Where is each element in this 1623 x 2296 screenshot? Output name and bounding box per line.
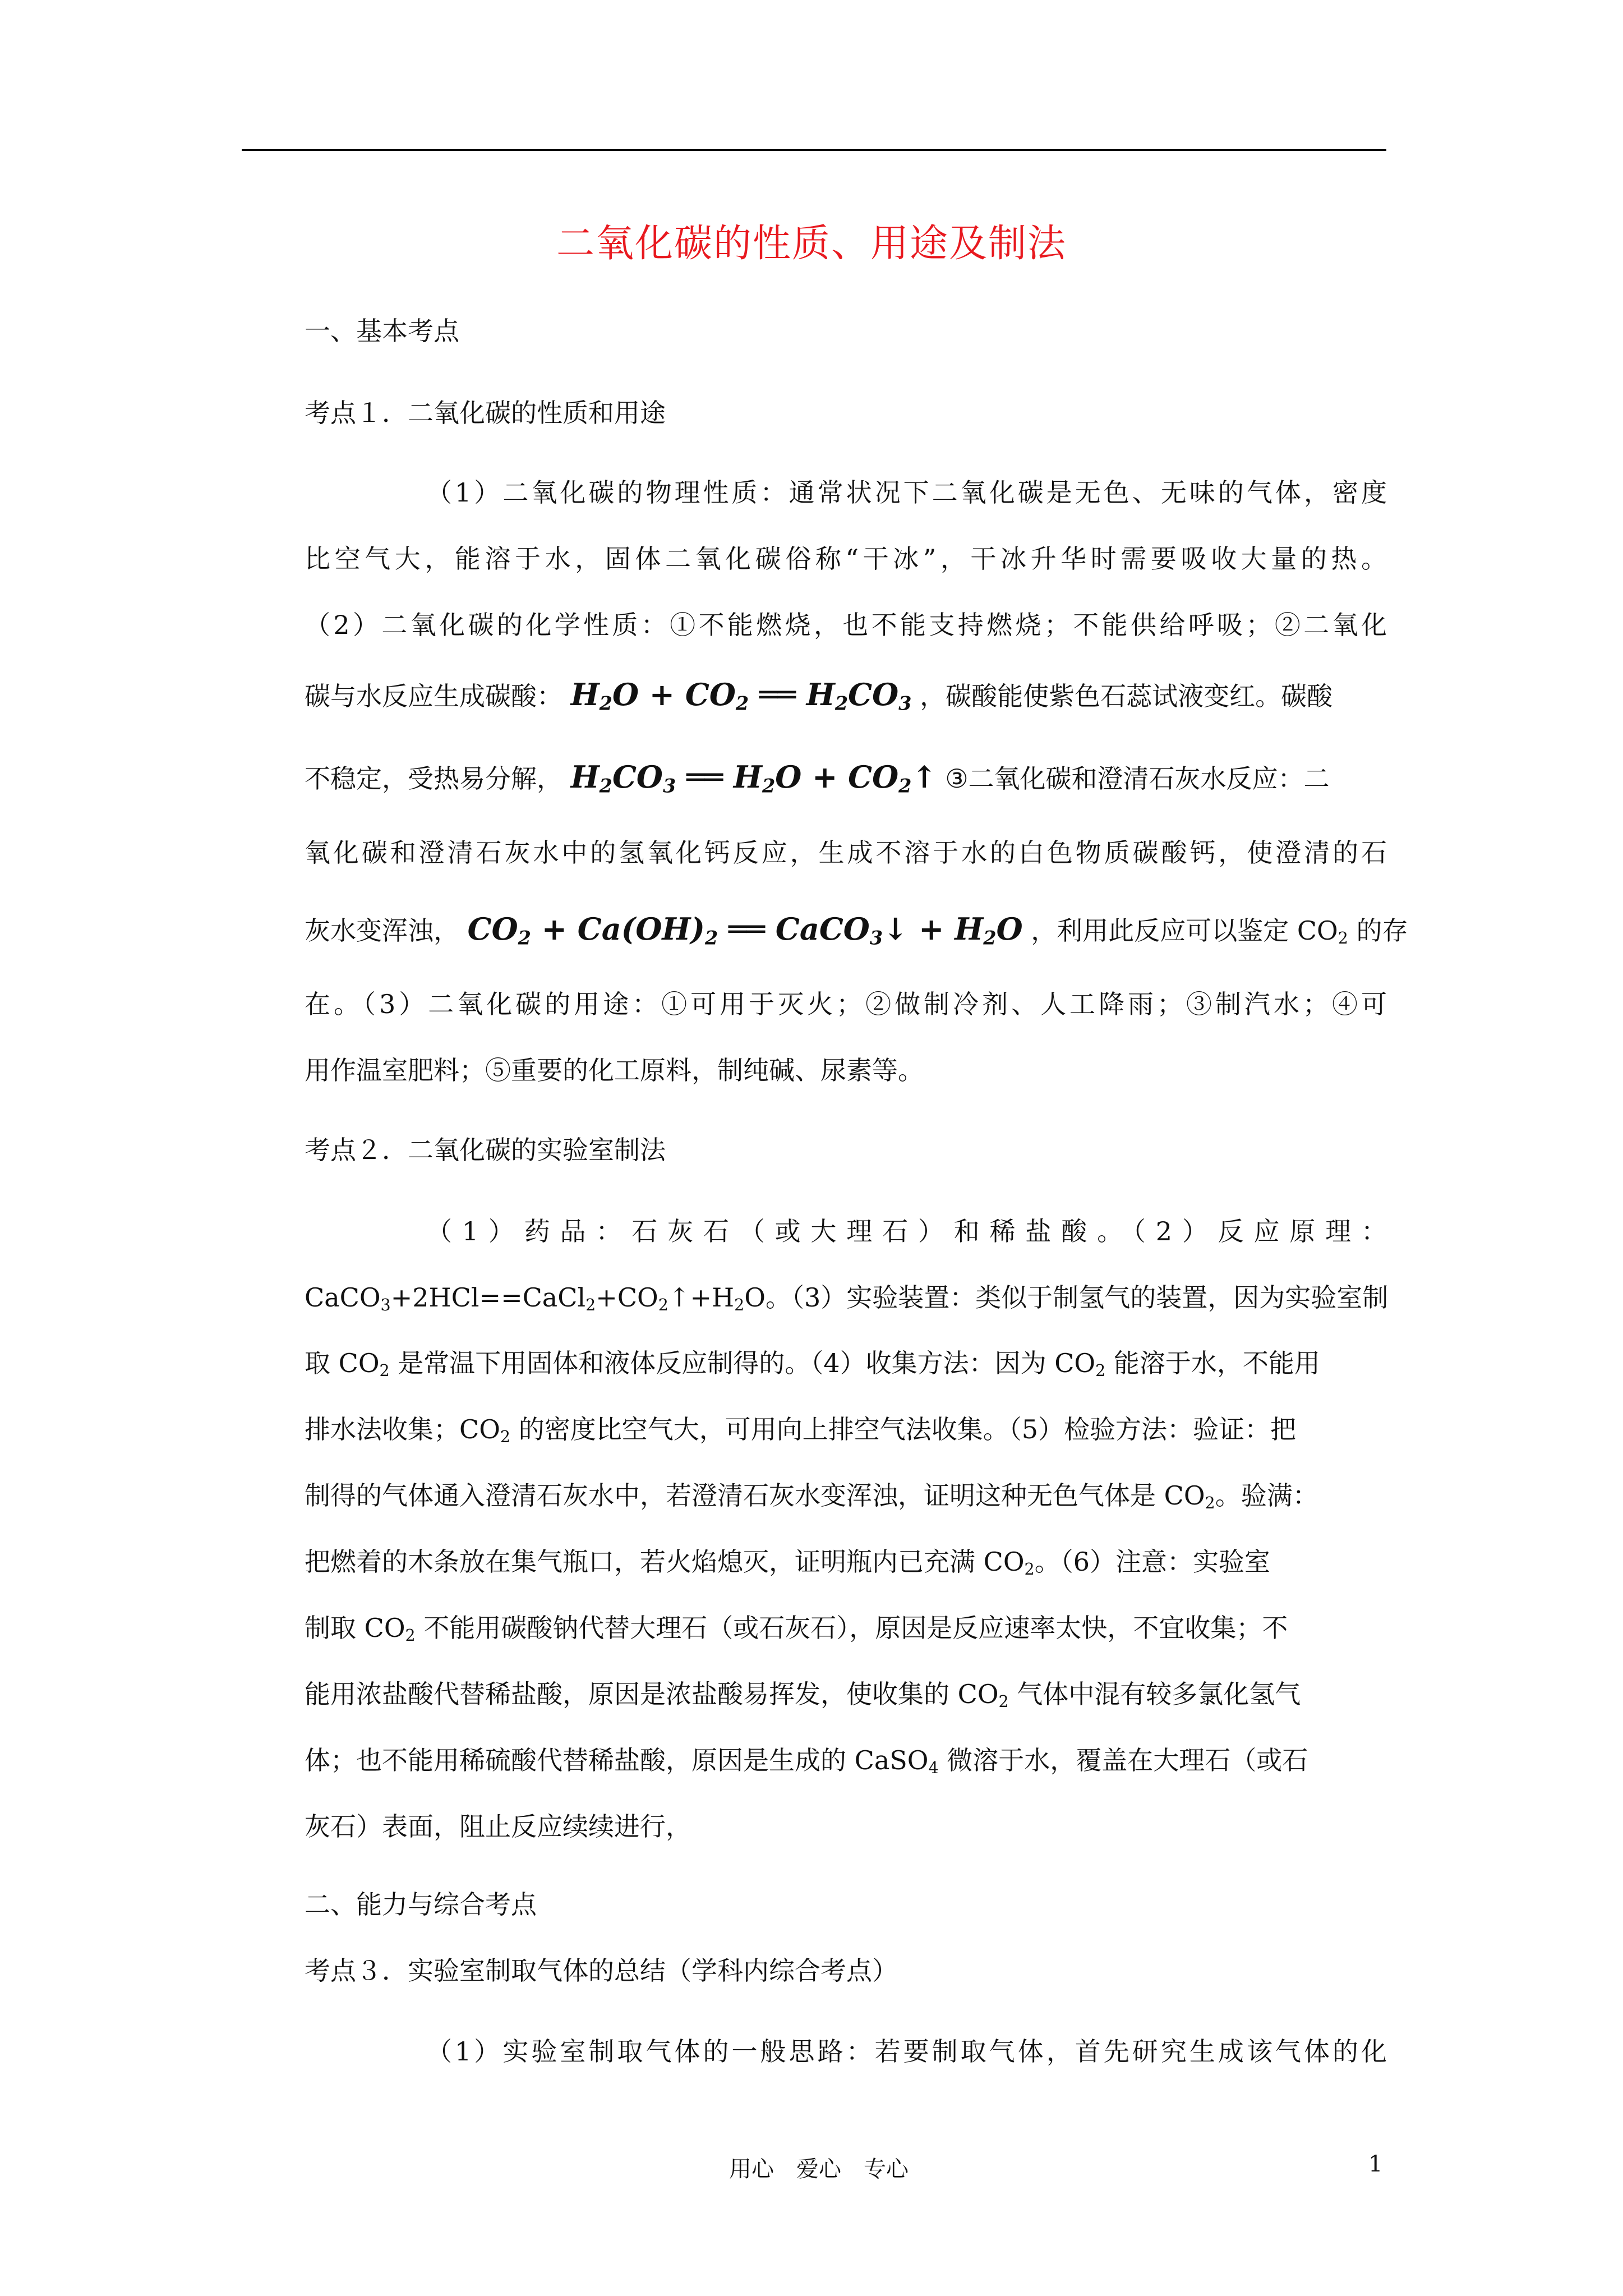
page-number: 1 [1368, 2151, 1383, 2177]
p2-line-8: 能用浓盐酸代替稀盐酸，原因是浓盐酸易挥发，使收集的 $CO_2$ 气体中混有较多氯化氢气 [305, 1679, 1301, 1711]
p1-line-5 [305, 760, 1387, 803]
p2-line-1: （1）药品：石灰石（或大理石）和稀盐酸。（2）反应原理： [426, 1216, 1387, 1246]
point-heading-2: 考点２．二氧化碳的实验室制法 [305, 1135, 666, 1165]
footer-motto: 用心 爱心 专心 [729, 2156, 909, 2182]
equation-carbonic-acid-decomposition: $H_2CO_3$ ══ $H_2O$ + $CO_2↑$ [570, 759, 937, 797]
p1-line-6: 氧化碳和澄清石灰水中的氢氧化钙反应，生成不溶于水的白色物质碳酸钙，使澄清的石 [305, 838, 1387, 868]
equation-limewater-reaction: $CO_2 + Ca(OH)_2$ ══ CaCO$_3$↓ + $H_2O$ [467, 911, 1023, 949]
document-title: 二氧化碳的性质、用途及制法 [556, 222, 1067, 266]
p1-line-1: （1）二氧化碳的物理性质：通常状况下二氧化碳是无色、无味的气体，密度 [426, 477, 1387, 508]
p2-line-5: 制得的气体通入澄清石灰水中，若澄清石灰水变浑浊，证明这种无色气体是 $CO_2$。验满： [305, 1480, 1318, 1513]
header-rule [242, 149, 1386, 151]
p1-line-7-text-b: ，利用此反应可以鉴定 $CO_2$ 的存 [1031, 915, 1408, 948]
p1-line-7-text-a: 灰水变浑浊， [305, 915, 459, 946]
p1-line-4-text-a: 碳与水反应生成碳酸： [305, 681, 562, 711]
p2-line-4: 排水法收集；$CO_2$ 的密度比空气大，可用向上排空气法收集。（5）检验方法：验证：把 [305, 1414, 1296, 1447]
p1-line-4-text-b: ，碳酸能使紫色石蕊试液变红。碳酸 [920, 681, 1333, 711]
p3-line-1: （1）实验室制取气体的一般思路：若要制取气体，首先研究生成该气体的化 [426, 2036, 1387, 2067]
p1-line-7 [305, 911, 1408, 955]
equation-carbonic-acid-formation: $H_2O + CO_2$ ══ $H_2CO_3$ [570, 677, 912, 715]
p2-line-7: 制取 $CO_2$ 不能用碳酸钠代替大理石（或石灰石），原因是反应速率太快，不宜收集；不 [305, 1613, 1288, 1645]
p1-line-9: 用作温室肥料；⑤重要的化工原料，制纯碱、尿素等。 [305, 1055, 924, 1085]
p2-line-10: 灰石）表面，阻止反应续续进行， [305, 1811, 691, 1842]
p1-line-3: （2）二氧化碳的化学性质：①不能燃烧，也不能支持燃烧；不能供给呼吸；②二氧化 [305, 610, 1387, 640]
point-heading-3: 考点３．实验室制取气体的总结（学科内综合考点） [305, 1955, 898, 1986]
p2-line-2: $CaCO_3+2HCl==CaCl_2+CO_2↑+H_2O$。（3）实验装置：类似于制氢气的装置，因为实验室制 [305, 1282, 1389, 1315]
section-heading-2: 二、能力与综合考点 [305, 1889, 537, 1920]
p1-line-5-text-a: 不稳定，受热易分解， [305, 763, 562, 794]
p2-line-9: 体；也不能用稀硫酸代替稀盐酸，原因是生成的 CaSO$_4$ 微溶于水，覆盖在大理石（或石 [305, 1745, 1308, 1778]
point-heading-1: 考点１．二氧化碳的性质和用途 [305, 398, 666, 428]
section-heading-1: 一、基本考点 [305, 316, 459, 346]
p1-line-5-text-b: ③二氧化碳和澄清石灰水反应：二 [945, 763, 1330, 794]
p2-line-3: 取 $CO_2$ 是常温下用固体和液体反应制得的。（4）收集方法：因为 $CO_2$ 能溶于水，不能用 [305, 1348, 1320, 1381]
p1-line-2: 比空气大，能溶于水，固体二氧化碳俗称“干冰”，干冰升华时需要吸收大量的热。 [305, 544, 1387, 574]
p2-line-6: 把燃着的木条放在集气瓶口，若火焰熄灭，证明瓶内已充满 $CO_2$。（6）注意：实验室 [305, 1547, 1270, 1579]
p1-line-8: 在。（3）二氧化碳的用途：①可用于灭火；②做制冷剂、人工降雨；③制汽水；④可 [305, 989, 1387, 1019]
p1-line-4 [305, 678, 1387, 720]
